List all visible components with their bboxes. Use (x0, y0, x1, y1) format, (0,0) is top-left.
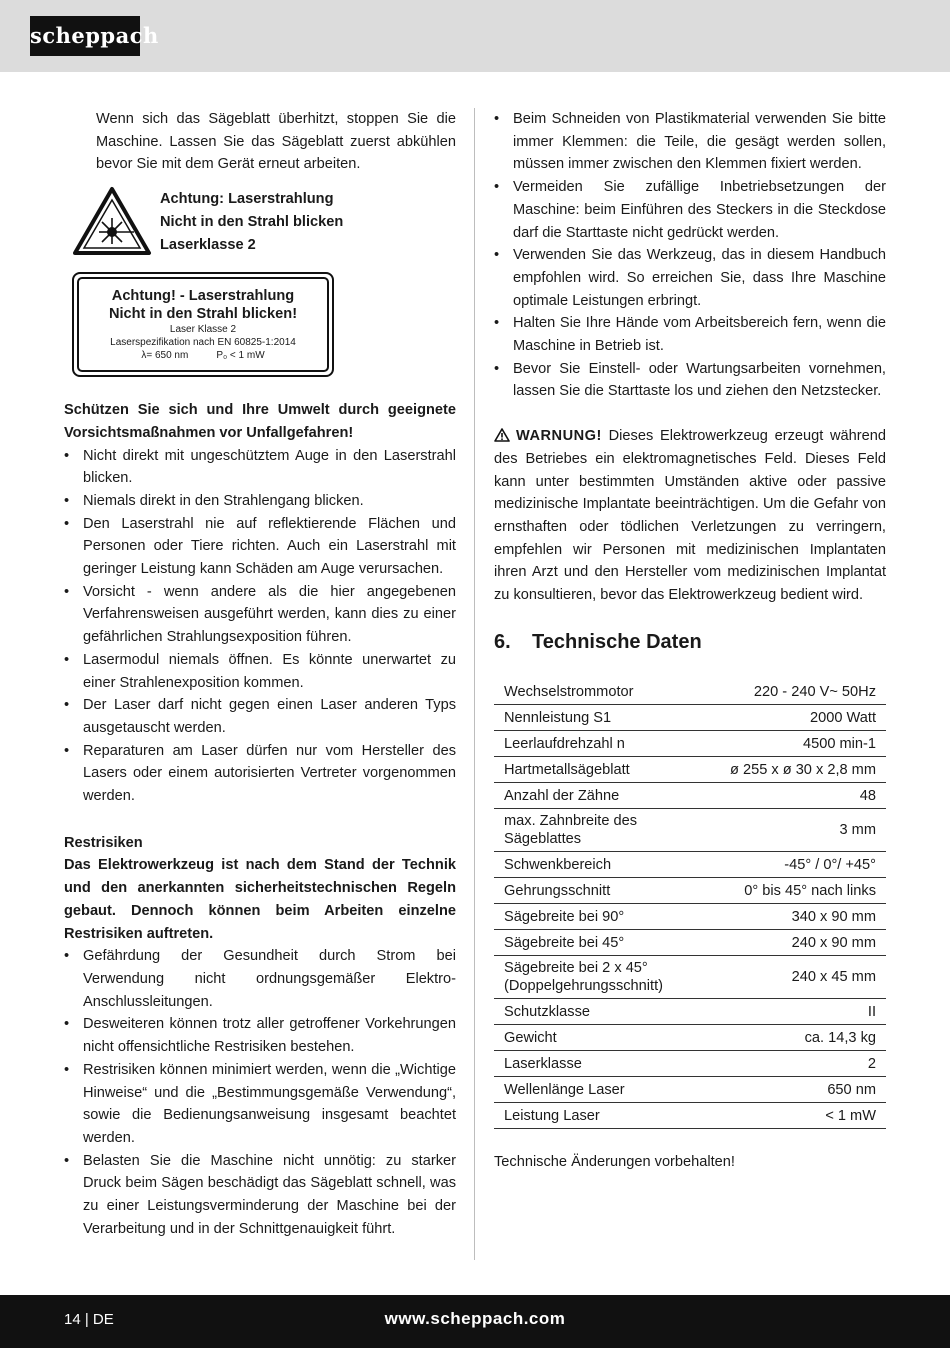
table-row (494, 1076, 886, 1102)
laser-warning-line: Achtung: Laserstrahlung (160, 191, 334, 208)
tech-value: 48 (720, 782, 886, 808)
list-item: • Niemals direkt in den Strahlengang blicken. (64, 490, 456, 513)
laser-label-line1: Achtung! - Laserstrahlung (111, 288, 295, 305)
laser-label-line4: Laserspezifikation nach EN 60825-1:2014 (110, 337, 296, 349)
left-column (64, 108, 456, 1240)
tech-value: ca. 14,3 kg (720, 1024, 886, 1050)
table-row (494, 998, 886, 1024)
tech-label: Schwenkbereich (494, 851, 720, 877)
tech-label: Anzahl der Zähne (494, 782, 720, 808)
list-item: • Beim Schneiden von Plastikmaterial verwenden Sie bitte immer Klemmen: die Teile, die gesägt werden sollen, müssen immer zwischen den Klemmen fixiert werden. (494, 108, 886, 176)
tech-value: II (720, 998, 886, 1024)
laser-warning-line: Nicht in den Strahl blicken (160, 213, 344, 230)
tech-label: Sägebreite bei 45° (494, 929, 720, 955)
laser-label-line3: Laser Klasse 2 (169, 324, 237, 336)
tech-label: Hartmetallsägeblatt (494, 756, 720, 782)
table-row (494, 782, 886, 808)
tech-value: 2000 Watt (720, 704, 886, 730)
table-row (494, 877, 886, 903)
laser-label (72, 272, 334, 377)
tech-label: Leistung Laser (494, 1102, 720, 1128)
list-item: • Bevor Sie Einstell- oder Wartungsarbeiten vornehmen, lassen Sie die Starttaste los und ziehen den Netzstecker. (494, 358, 886, 403)
tech-label: Sägebreite bei 2 x 45° (Doppelgehrungsschnitt) (494, 955, 720, 998)
tech-value: 240 x 90 mm (720, 929, 886, 955)
tech-value: 340 x 90 mm (720, 903, 886, 929)
section-title: Technische Daten (532, 630, 702, 653)
laser-label-power: P₀ < 1 mW (216, 350, 265, 362)
list-item: • Restrisiken können minimiert werden, wenn die „Wichtige Hinweise“ und die „Bestimmungsgemäße Verwendung“, sowie die Bedienungsanweisung insgesamt beachtet werden. (64, 1059, 456, 1150)
tech-value: 240 x 45 mm (720, 955, 886, 998)
table-row (494, 704, 886, 730)
tech-data-table (494, 679, 886, 1129)
tech-label: Wechselstrommotor (494, 679, 720, 705)
website-link[interactable]: www.scheppach.com (384, 1309, 566, 1328)
table-row (494, 808, 886, 851)
residual-list (64, 945, 456, 1240)
list-item: • Nicht direkt mit ungeschütztem Auge in den Laserstrahl blicken. (64, 445, 456, 490)
warning-text: Dieses Elektrowerkzeug erzeugt während des Betriebes ein elektromagnetisches Feld. Dieses Feld kann unter bestimmten Umständen aktive oder passive medizinische Implantate beeinträchtigen. Um die Gefahr von ernsthaften oder tödlichen Verletzungen zu verringern, empfehlen wir Personen mit medizinischen Implantaten ihren Arzt und den Hersteller vom medizinischen Implantat zu konsultieren, bevor das Elektrowerkzeug bedient wird. (494, 428, 886, 604)
column-divider (474, 108, 475, 1260)
table-row (494, 679, 886, 705)
list-item: • Den Laserstrahl nie auf reflektierende Flächen und Personen oder Tiere richten. Auch ein Laserstrahl mit geringer Leistung kann Schäden am Auge verursachen. (64, 513, 456, 581)
tech-value: 0° bis 45° nach links (720, 877, 886, 903)
tech-label: Gehrungsschnitt (494, 877, 720, 903)
footer-bar (0, 1295, 950, 1348)
safety-list (494, 108, 886, 403)
right-column (494, 108, 886, 1173)
list-item: • Vorsicht - wenn andere als die hier angegebenen Verfahrensweisen ausgeführt werden, kann dies zu einer gefährlichen Strahlungsexposition führen. (64, 581, 456, 649)
tech-value: 220 - 240 V~ 50Hz (720, 679, 886, 705)
tech-label: Gewicht (494, 1024, 720, 1050)
laser-warning-block (64, 184, 456, 258)
tech-label: Leerlaufdrehzahl n (494, 730, 720, 756)
tech-label: Schutzklasse (494, 998, 720, 1024)
changes-note: Technische Änderungen vorbehalten! (494, 1153, 735, 1170)
table-row (494, 851, 886, 877)
page-number: 14 | DE (64, 1311, 114, 1328)
tech-value: < 1 mW (720, 1102, 886, 1128)
laser-label-line2: Nicht in den Strahl blicken! (108, 306, 298, 323)
residual-intro: Das Elektrowerkzeug ist nach dem Stand der Technik und den anerkannten sicherheitstechnischen Regeln gebaut. Dennoch können beim Arbeiten einzelne Restrisiken auftreten. (64, 857, 456, 942)
laser-warning-text (160, 188, 343, 256)
tech-value: 3 mm (720, 808, 886, 851)
tech-value: -45° / 0°/ +45° (720, 851, 886, 877)
tech-label: Wellenlänge Laser (494, 1076, 720, 1102)
table-row (494, 929, 886, 955)
warning-triangle-icon (494, 428, 510, 442)
tech-label: Sägebreite bei 90° (494, 903, 720, 929)
warning-label: WARNUNG! (516, 428, 602, 445)
list-item: • Belasten Sie die Maschine nicht unnötig: zu starker Druck beim Sägen beschädigt das Sägeblatt schnell, was zu einer Leistungsverminderung der Maschine bei der Verarbeitung und in der Schnittgenauigkeit führt. (64, 1150, 456, 1241)
list-item: • Vermeiden Sie zufällige Inbetriebsetzungen der Maschine: beim Einführen des Steckers in die Steckdose darf die Starttaste nicht gedrückt werden. (494, 176, 886, 244)
table-row (494, 730, 886, 756)
tech-label: Nennleistung S1 (494, 704, 720, 730)
list-item: • Halten Sie Ihre Hände vom Arbeitsbereich fern, wenn die Maschine in Betrieb ist. (494, 312, 886, 357)
tech-value: 650 nm (720, 1076, 886, 1102)
section-heading (494, 629, 886, 655)
list-item: • Reparaturen am Laser dürfen nur vom Hersteller des Lasers oder einem autorisierten Vertreter vorgenommen werden. (64, 740, 456, 808)
warning-paragraph (494, 425, 886, 607)
table-row (494, 1102, 886, 1128)
table-row (494, 903, 886, 929)
tech-value: 4500 min-1 (720, 730, 886, 756)
brand-logo: scheppach (30, 16, 140, 56)
list-item: • Verwenden Sie das Werkzeug, das in diesem Handbuch empfohlen wird. So erreichen Sie, dass Ihre Maschine optimale Leistungen erbringt. (494, 244, 886, 312)
table-row (494, 1024, 886, 1050)
tech-value: ø 255 x ø 30 x 2,8 mm (720, 756, 886, 782)
laser-label-wavelength: λ= 650 nm (141, 350, 189, 362)
tech-label: Laserklasse (494, 1050, 720, 1076)
laser-warning-icon (72, 186, 152, 256)
list-item: • Der Laser darf nicht gegen einen Laser anderen Typs ausgetauscht werden. (64, 694, 456, 739)
residual-title: Restrisiken (64, 834, 143, 851)
tech-value: 2 (720, 1050, 886, 1076)
table-row (494, 955, 886, 998)
laser-warning-line: Laserklasse 2 (160, 236, 256, 253)
tech-label: max. Zahnbreite des Sägeblattes (494, 808, 720, 851)
protect-list (64, 445, 456, 808)
section-number: 6. (494, 630, 511, 653)
table-row (494, 1050, 886, 1076)
protect-heading: Schützen Sie sich und Ihre Umwelt durch geeignete Vorsichtsmaßnahmen vor Unfallgefahren! (64, 402, 456, 441)
list-item: • Lasermodul niemals öffnen. Es könnte unerwartet zu einer Strahlenexposition kommen. (64, 649, 456, 694)
list-item: • Gefährdung der Gesundheit durch Strom bei Verwendung nicht ordnungsgemäßer Elektro-Anschlussleitungen. (64, 945, 456, 1013)
intro-paragraph: Wenn sich das Sägeblatt überhitzt, stoppen Sie die Maschine. Lassen Sie das Sägeblatt zuerst abkühlen bevor Sie mit dem Gerät erneut arbeiten. (96, 111, 456, 173)
table-row (494, 756, 886, 782)
header-bar (0, 0, 950, 72)
list-item: • Desweiteren können trotz aller getroffener Vorkehrungen nicht offensichtliche Restrisiken bestehen. (64, 1013, 456, 1058)
